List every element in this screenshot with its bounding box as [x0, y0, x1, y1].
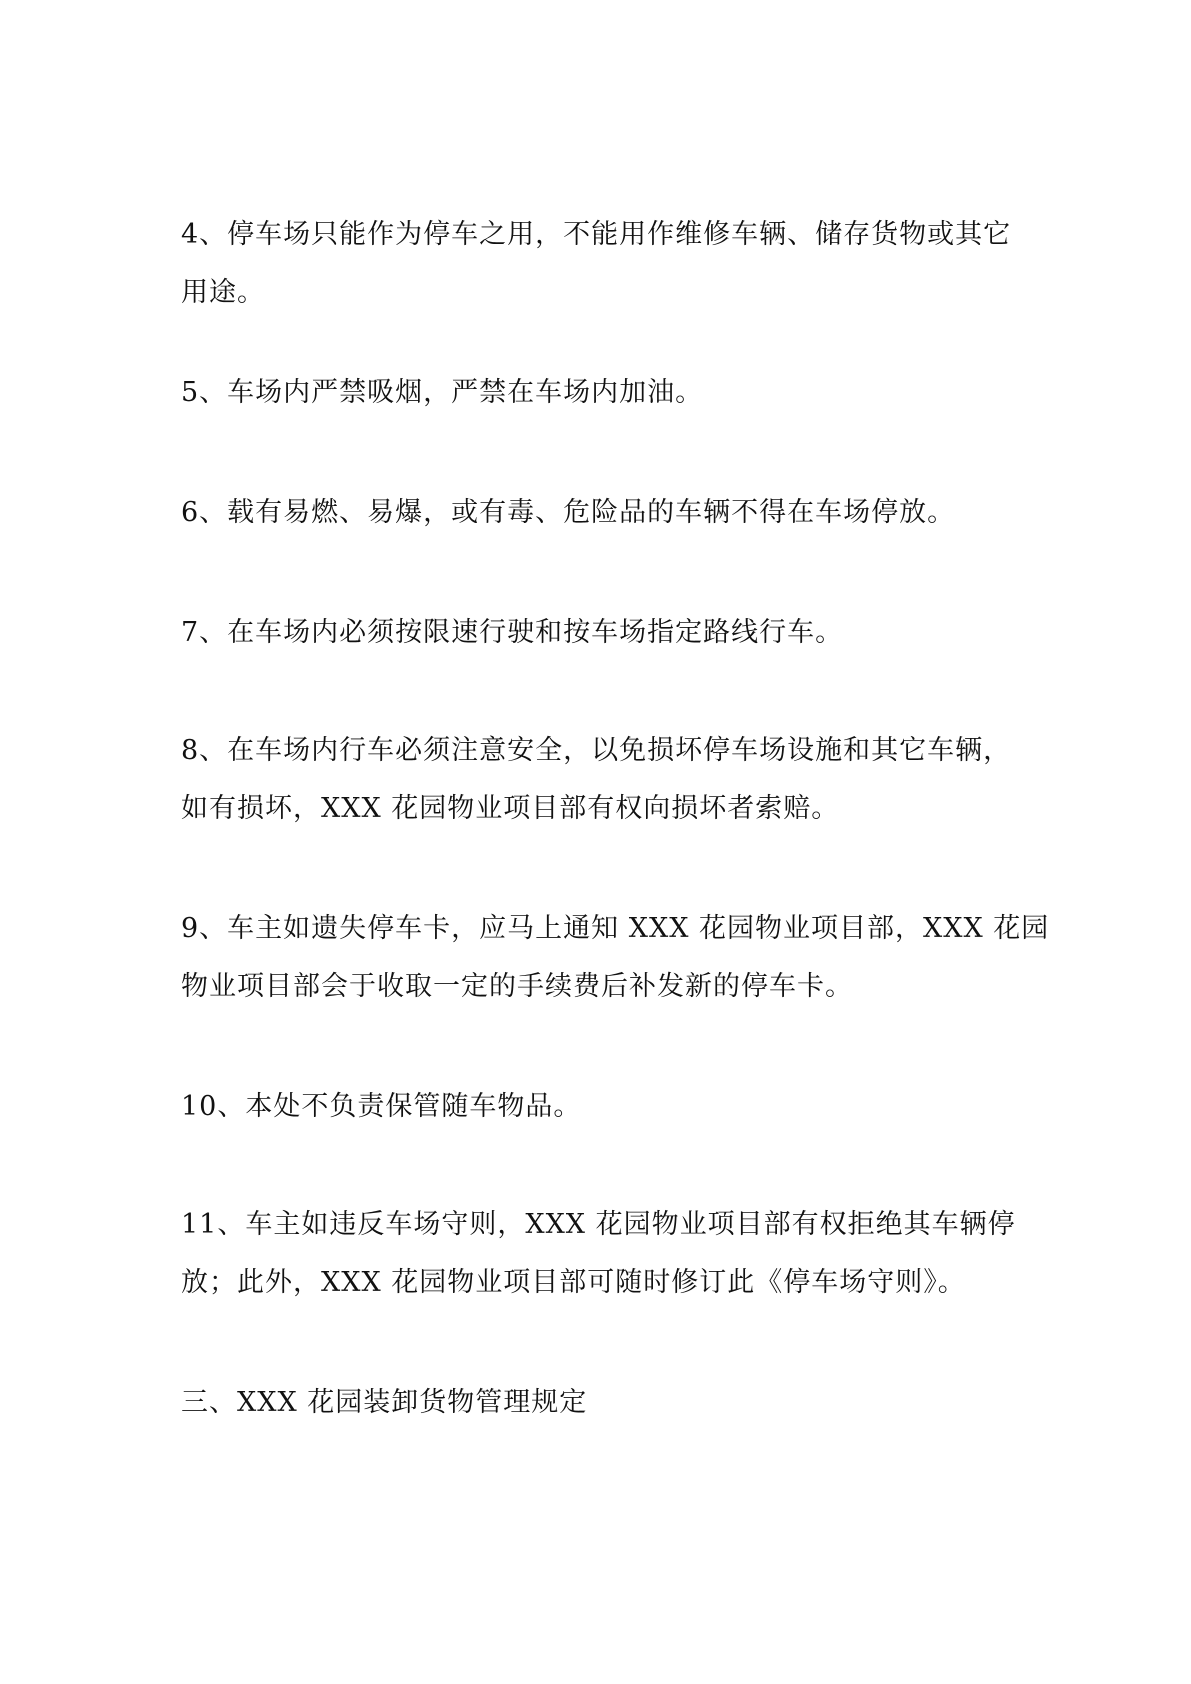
text-line: 物业项目部会于收取一定的手续费后补发新的停车卡。: [181, 971, 853, 1002]
text-line: 7、在车场内必须按限速行驶和按车场指定路线行车。: [181, 617, 844, 648]
rule-4-paragraph: [181, 206, 1021, 322]
section-heading: [181, 1374, 1021, 1432]
text-line: 用途。: [181, 277, 265, 308]
text-line: 8、在车场内行车必须注意安全，以免损坏停车场设施和其它车辆，: [181, 735, 1012, 766]
rule-9-paragraph: [181, 900, 1050, 1016]
text-line: 11、车主如违反车场守则，XXX 花园物业项目部有权拒绝其车辆停: [181, 1209, 1016, 1240]
text-line: 5、车场内严禁吸烟，严禁在车场内加油。: [181, 377, 704, 408]
rule-5-paragraph: [181, 364, 1021, 422]
text-line: 9、车主如遗失停车卡，应马上通知 XXX 花园物业项目部，XXX 花园: [181, 913, 1050, 944]
text-line: 三、XXX 花园装卸货物管理规定: [181, 1387, 588, 1418]
text-line: 4、停车场只能作为停车之用，不能用作维修车辆、储存货物或其它: [181, 219, 1012, 250]
rule-6-paragraph: [181, 484, 1021, 542]
text-line: 如有损坏，XXX 花园物业项目部有权向损坏者索赔。: [181, 793, 840, 824]
text-line: 6、载有易燃、易爆，或有毒、危险品的车辆不得在车场停放。: [181, 497, 956, 528]
text-line: 10、本处不负责保管随车物品。: [181, 1091, 582, 1122]
rule-7-paragraph: [181, 604, 1021, 662]
rule-11-paragraph: [181, 1196, 1021, 1312]
rule-10-paragraph: [181, 1078, 1021, 1136]
text-line: 放；此外，XXX 花园物业项目部可随时修订此《停车场守则》。: [181, 1267, 966, 1298]
rule-8-paragraph: [181, 722, 1021, 838]
